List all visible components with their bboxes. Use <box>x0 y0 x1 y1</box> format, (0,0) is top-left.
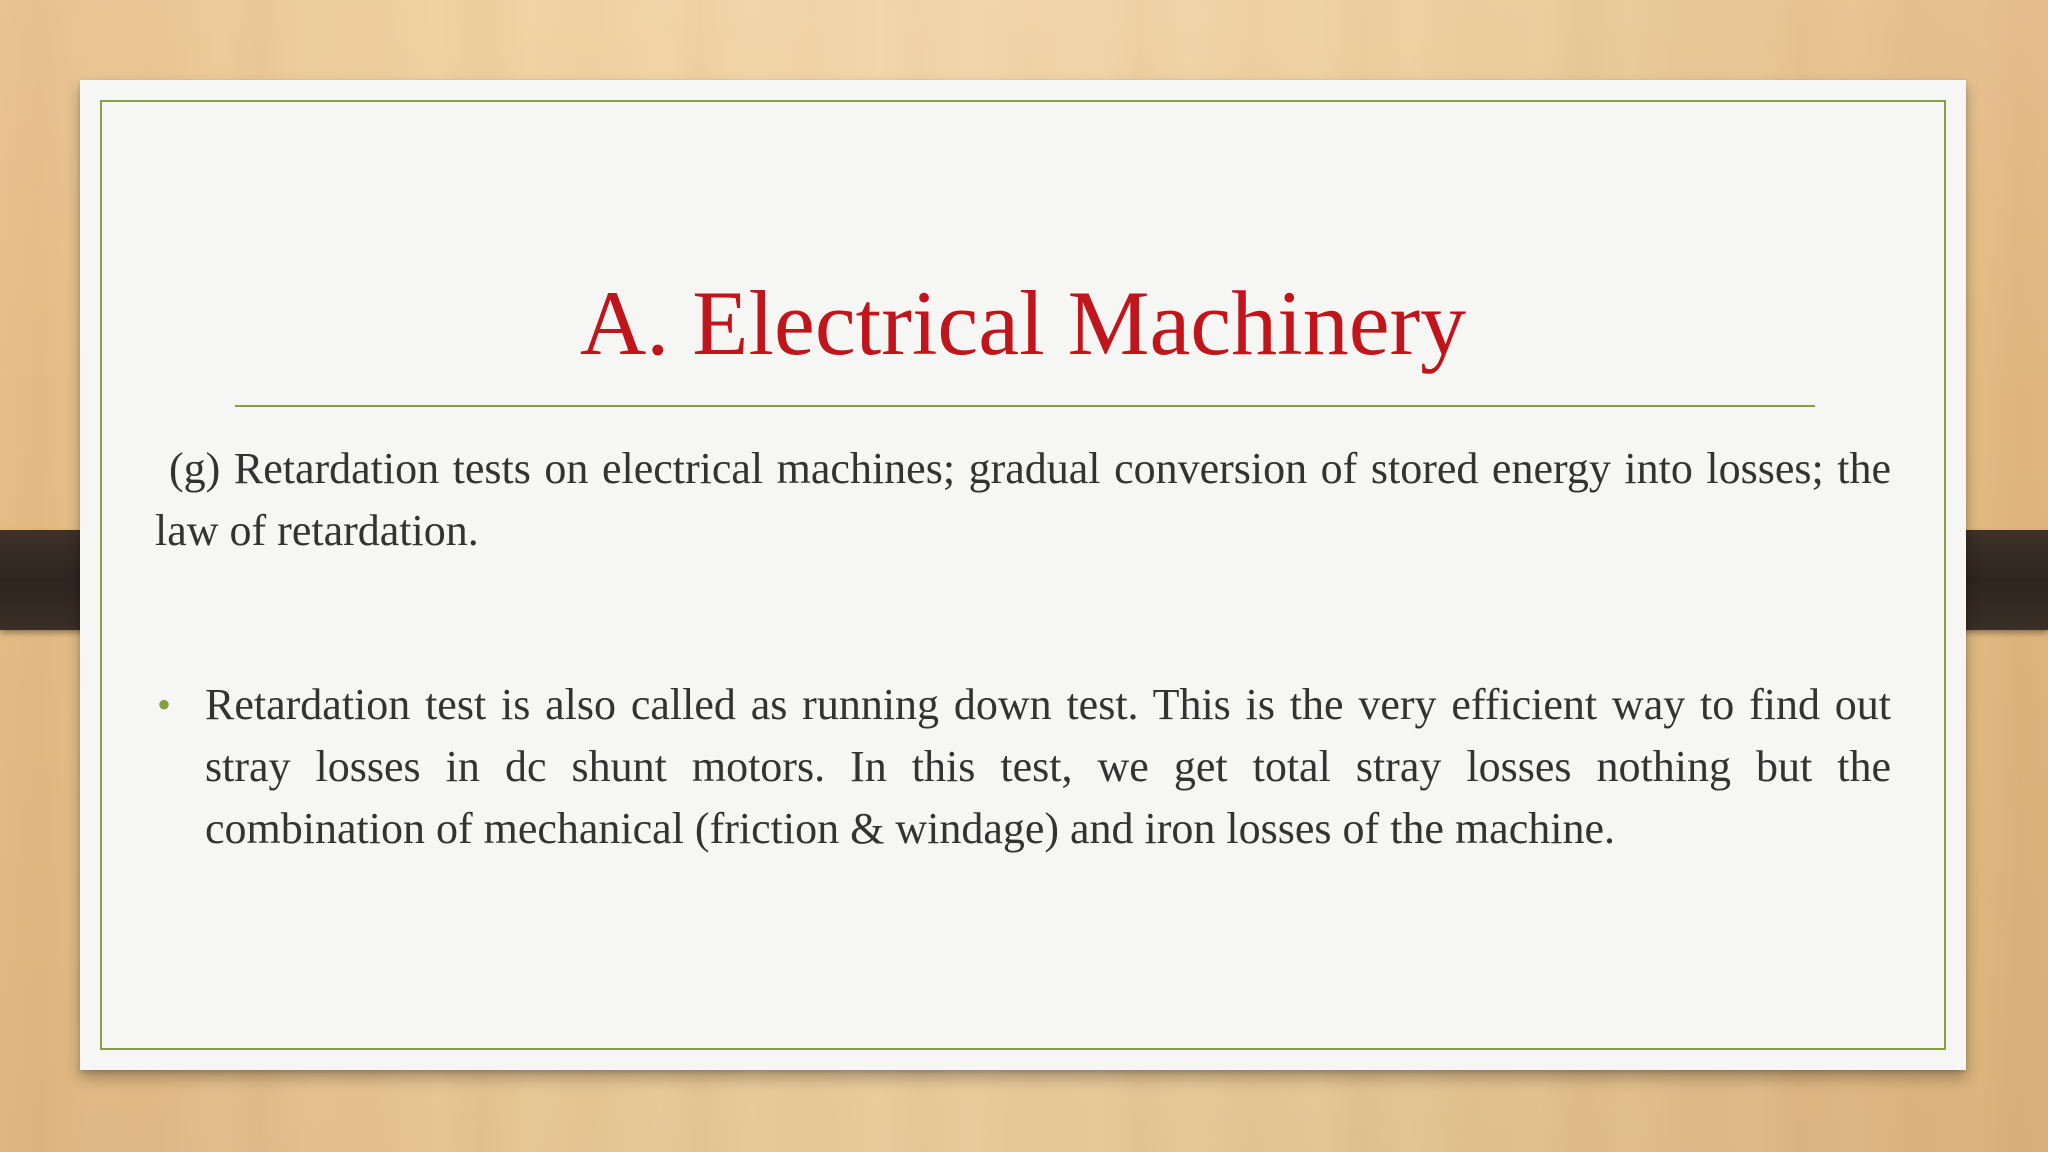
slide-border-frame <box>100 100 1946 1050</box>
bullet-text: Retardation test is also called as running down test. This is the very efficient way to find out stray losses in dc shunt motors. In this test, we get total stray losses nothing but the combination of mechanical (friction & windage) and iron losses of the machine. <box>205 680 1891 853</box>
title-underline <box>235 405 1815 407</box>
intro-paragraph: (g) Retardation tests on electrical machines; gradual conversion of stored energy into losses; the law of retardation. <box>155 444 1891 555</box>
slide-title: A. Electrical Machinery <box>579 272 1467 374</box>
slide <box>80 80 1966 1070</box>
bullet-list-item <box>155 674 1891 860</box>
bullet-icon: • <box>157 682 172 727</box>
